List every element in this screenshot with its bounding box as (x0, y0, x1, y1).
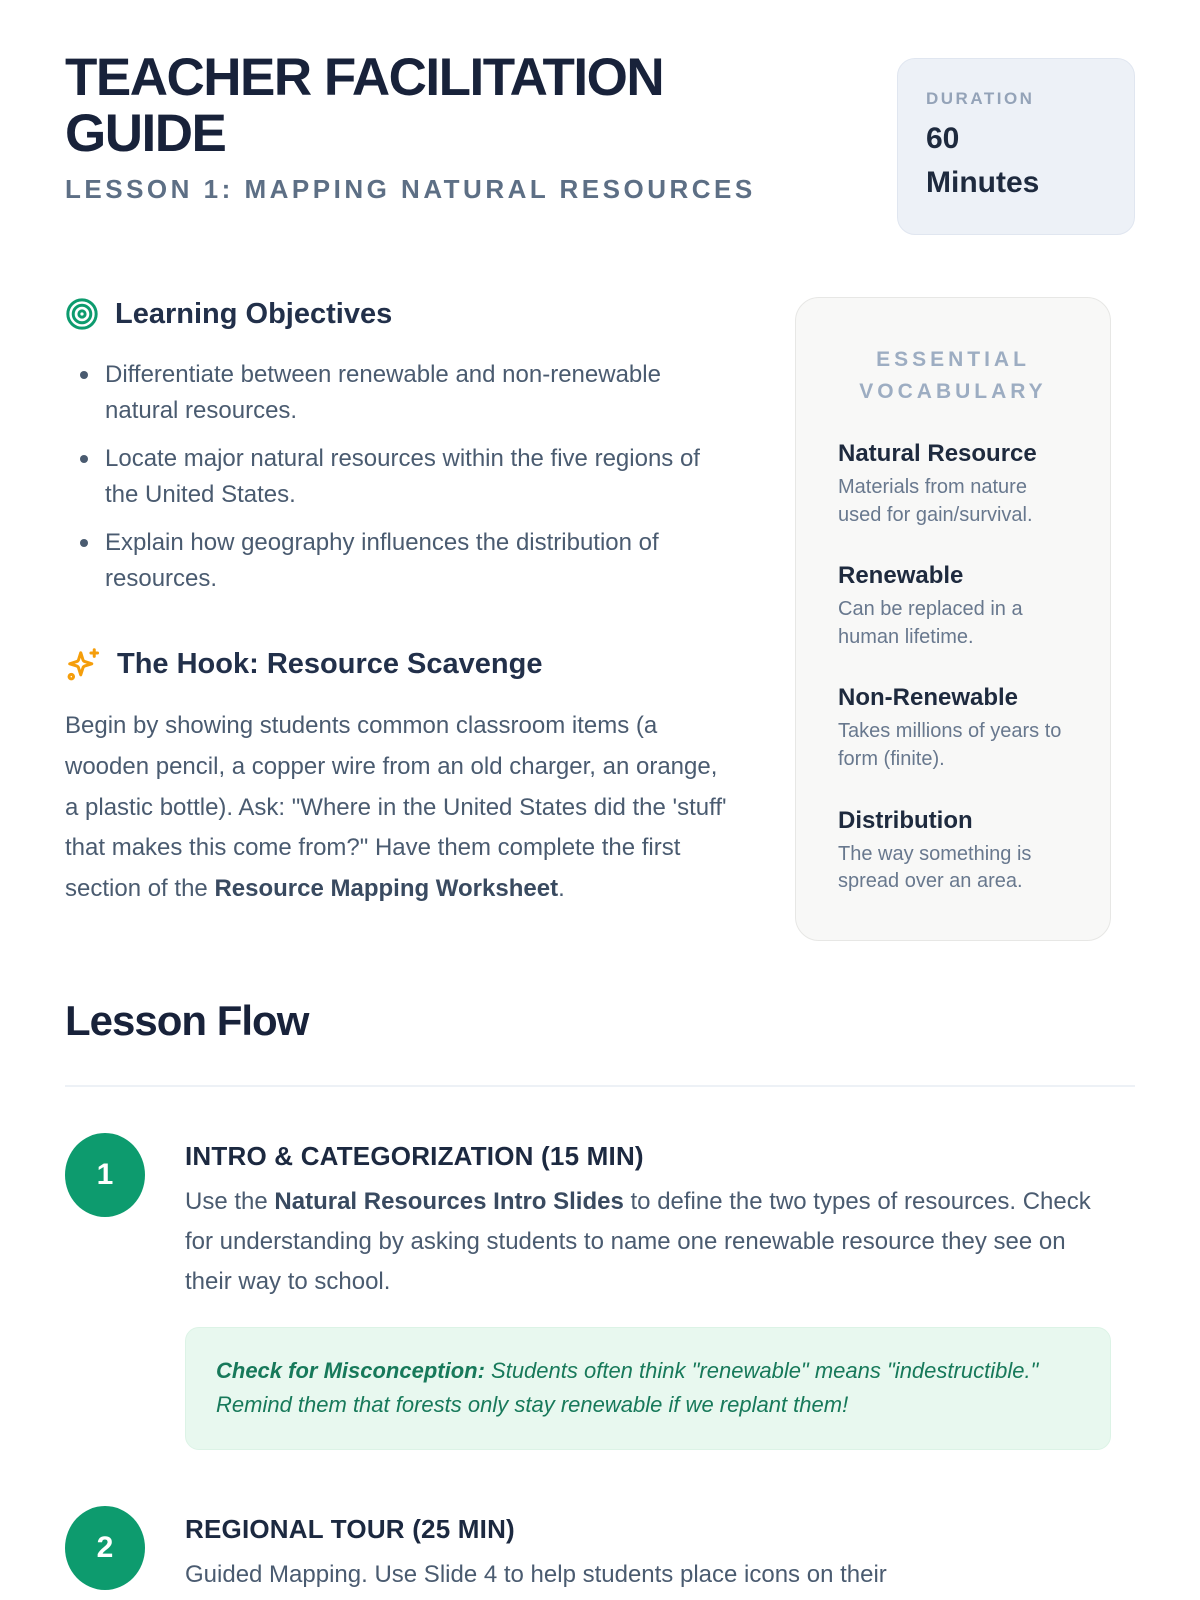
hook-paragraph (65, 706, 731, 910)
lesson-step-1 (65, 1133, 1135, 1450)
objective-item: Explain how geography influences the distribution of resources. (65, 525, 731, 596)
vocab-term-label: Natural Resource (838, 440, 1037, 467)
vocab-term-definition: Takes millions of years to form (finite). (838, 720, 1062, 770)
step-description (185, 1182, 1111, 1303)
page-subtitle: LESSON 1: MAPPING NATURAL RESOURCES (65, 174, 756, 205)
step-text-after: to define the two types of resources. Check for understanding by asking students to name one renewable resource they see on their way to school. (185, 1187, 1091, 1296)
objectives-list (65, 357, 731, 596)
vocabulary-card (795, 297, 1111, 941)
vocab-term-distribution (838, 807, 1068, 896)
vocab-term-natural-resource (838, 440, 1068, 529)
learning-objectives-heading (65, 297, 731, 331)
hook-text-bold: Resource Mapping Worksheet (214, 875, 559, 903)
step-description: Guided Mapping. Use Slide 4 to help students place icons on their (185, 1561, 887, 1589)
section-divider (65, 1085, 1135, 1087)
step-text-bold: Natural Resources Intro Slides (274, 1187, 624, 1215)
page-title: TEACHER FACILITATION GUIDE (65, 48, 664, 164)
hook-section (65, 646, 731, 910)
hook-text-before: Begin by showing students common classroom items (a wooden pencil, a copper wire from an old charger, an orange, a plastic bottle). Ask: "Where in the United States did the 'stuff' that makes this come from?" Have them complete the first section of the (65, 712, 727, 903)
vocab-term-label: Non-Renewable (838, 684, 1019, 712)
step-body (185, 1133, 1111, 1450)
vocab-term-renewable (838, 562, 1068, 651)
step-body (185, 1506, 1111, 1595)
duration-label: DURATION (926, 89, 1035, 108)
step-number-badge: 1 (65, 1133, 145, 1217)
step-text-before: Use the (185, 1187, 275, 1215)
vocab-term-definition: Materials from nature used for gain/survival. (838, 476, 1033, 526)
duration-card (897, 58, 1135, 235)
vocabulary-heading: ESSENTIAL VOCABULARY (859, 348, 1047, 403)
header (65, 50, 1135, 235)
hook-text-after: . (558, 875, 565, 903)
step-number-badge: 2 (65, 1506, 145, 1590)
misconception-callout-label: Check for Misconception: (216, 1357, 485, 1383)
objective-item: Locate major natural resources within the five regions of the United States. (65, 441, 731, 512)
vocab-term-label: Distribution (838, 806, 973, 834)
step-title: INTRO & CATEGORIZATION (15 MIN) (185, 1140, 644, 1171)
hook-heading-text: The Hook: Resource Scavenge (117, 647, 543, 680)
duration-value: 60 Minutes (926, 122, 1040, 199)
main-column (65, 297, 731, 941)
vocab-term-definition: The way something is spread over an area. (838, 842, 1032, 893)
objective-item: Differentiate between renewable and non-renewable natural resources. (65, 357, 731, 428)
content-columns (65, 297, 1135, 941)
lesson-flow-section (65, 997, 1135, 1596)
target-icon (65, 297, 99, 331)
header-title-block (65, 50, 765, 205)
misconception-callout (185, 1327, 1111, 1451)
misconception-callout-body: Students often think "renewable" means "indestructible." Remind them that forests only stay renewable if we replant them! (216, 1357, 1039, 1418)
vocab-term-non-renewable (838, 684, 1068, 773)
step-title: REGIONAL TOUR (25 MIN) (185, 1514, 515, 1545)
vocab-term-definition: Can be replaced in a human lifetime. (838, 598, 1023, 648)
vocab-term-label: Renewable (838, 562, 964, 590)
hook-heading (65, 646, 731, 682)
lesson-flow-heading: Lesson Flow (65, 996, 309, 1044)
misconception-callout-text (216, 1354, 1080, 1424)
learning-objectives-heading-text: Learning Objectives (115, 297, 393, 330)
learning-objectives-section (65, 297, 731, 596)
sparkles-icon (65, 646, 101, 682)
lesson-step-2 (65, 1506, 1135, 1595)
